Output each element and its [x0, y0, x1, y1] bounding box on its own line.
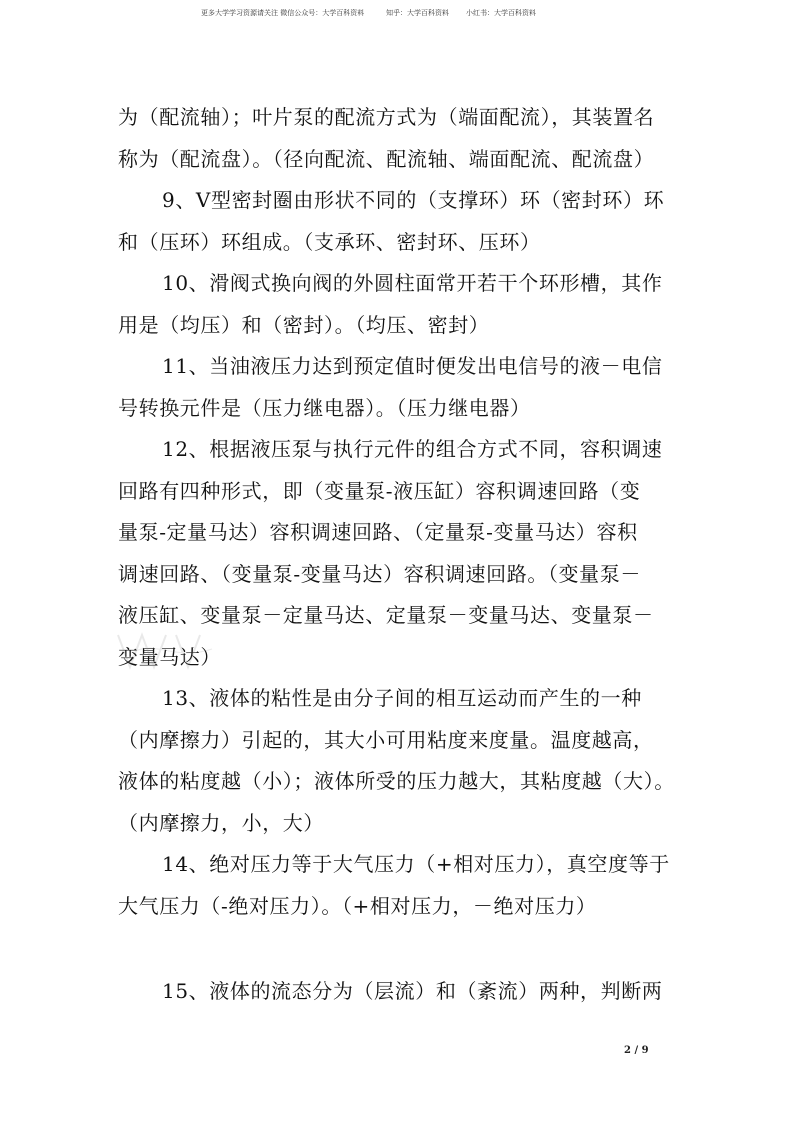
document-body — [118, 97, 678, 1013]
question-10-line: 10、滑阀式换向阀的外圆柱面常开若干个环形槽，其作 — [162, 271, 663, 295]
text-line: （内摩擦力）引起的，其大小可用粘度来度量。温度越高， — [118, 727, 654, 752]
text-line: 回路有四种形式，即（变量泵-液压缸）容积调速回路（变 — [118, 478, 641, 503]
text-line: 称为（配流盘）。（径向配流、配流轴、端面配流、配流盘） — [118, 146, 655, 171]
text-line: 液体的粘度越（小）；液体所受的压力越大，其粘度越（大）。 — [118, 769, 675, 793]
question-13-line: 13、液体的粘性是由分子间的相互运动而产生的一种 — [162, 686, 642, 710]
watermark-mark — [116, 631, 216, 671]
page-number: 2 / 9 — [624, 1045, 649, 1056]
text-line: 大气压力（-绝对压力）。（+相对压力，－绝对压力） — [118, 893, 597, 918]
header-zhihu-text: 知乎：大学百科资料 — [386, 9, 449, 17]
header-xiaohongshu-text: 小红书：大学百科资料 — [466, 9, 536, 17]
text-line: 量泵-定量马达）容积调速回路、（定量泵-变量马达）容积 — [118, 520, 638, 544]
text-line: 液压缸、变量泵－定量马达、定量泵－变量马达、变量泵－ — [118, 603, 654, 627]
question-14-line: 14、绝对压力等于大气压力（+相对压力），真空度等于 — [162, 852, 670, 876]
header-promo-text: 更多大学学习资源请关注 微信公众号：大学百科资料 — [201, 9, 365, 17]
text-line: 调速回路、（变量泵-变量马达）容积调速回路。（变量泵－ — [118, 561, 641, 586]
question-15-line: 15、液体的流态分为（层流）和（紊流）两种，判断两 — [162, 979, 663, 1003]
question-9-line: 9、V型密封圈由形状不同的（支撑环）环（密封环）环 — [162, 188, 665, 212]
text-line: 为（配流轴）；叶片泵的配流方式为（端面配流），其装置名 — [118, 105, 655, 129]
text-line: （内摩擦力，小，大） — [118, 810, 324, 835]
question-11-line: 11、当油液压力达到预定值时便发出电信号的液－电信 — [162, 354, 663, 378]
text-line: 号转换元件是（压力继电器）。（压力继电器） — [118, 395, 531, 420]
question-12-line: 12、根据液压泵与执行元件的组合方式不同，容积调速 — [162, 437, 663, 461]
text-line: 变量马达） — [118, 644, 221, 669]
text-line: 和（压环）环组成。（支承环、密封环、压环） — [118, 229, 541, 254]
page-header — [0, 8, 792, 22]
text-line: 用是（均压）和（密封）。（均压、密封） — [118, 312, 490, 337]
